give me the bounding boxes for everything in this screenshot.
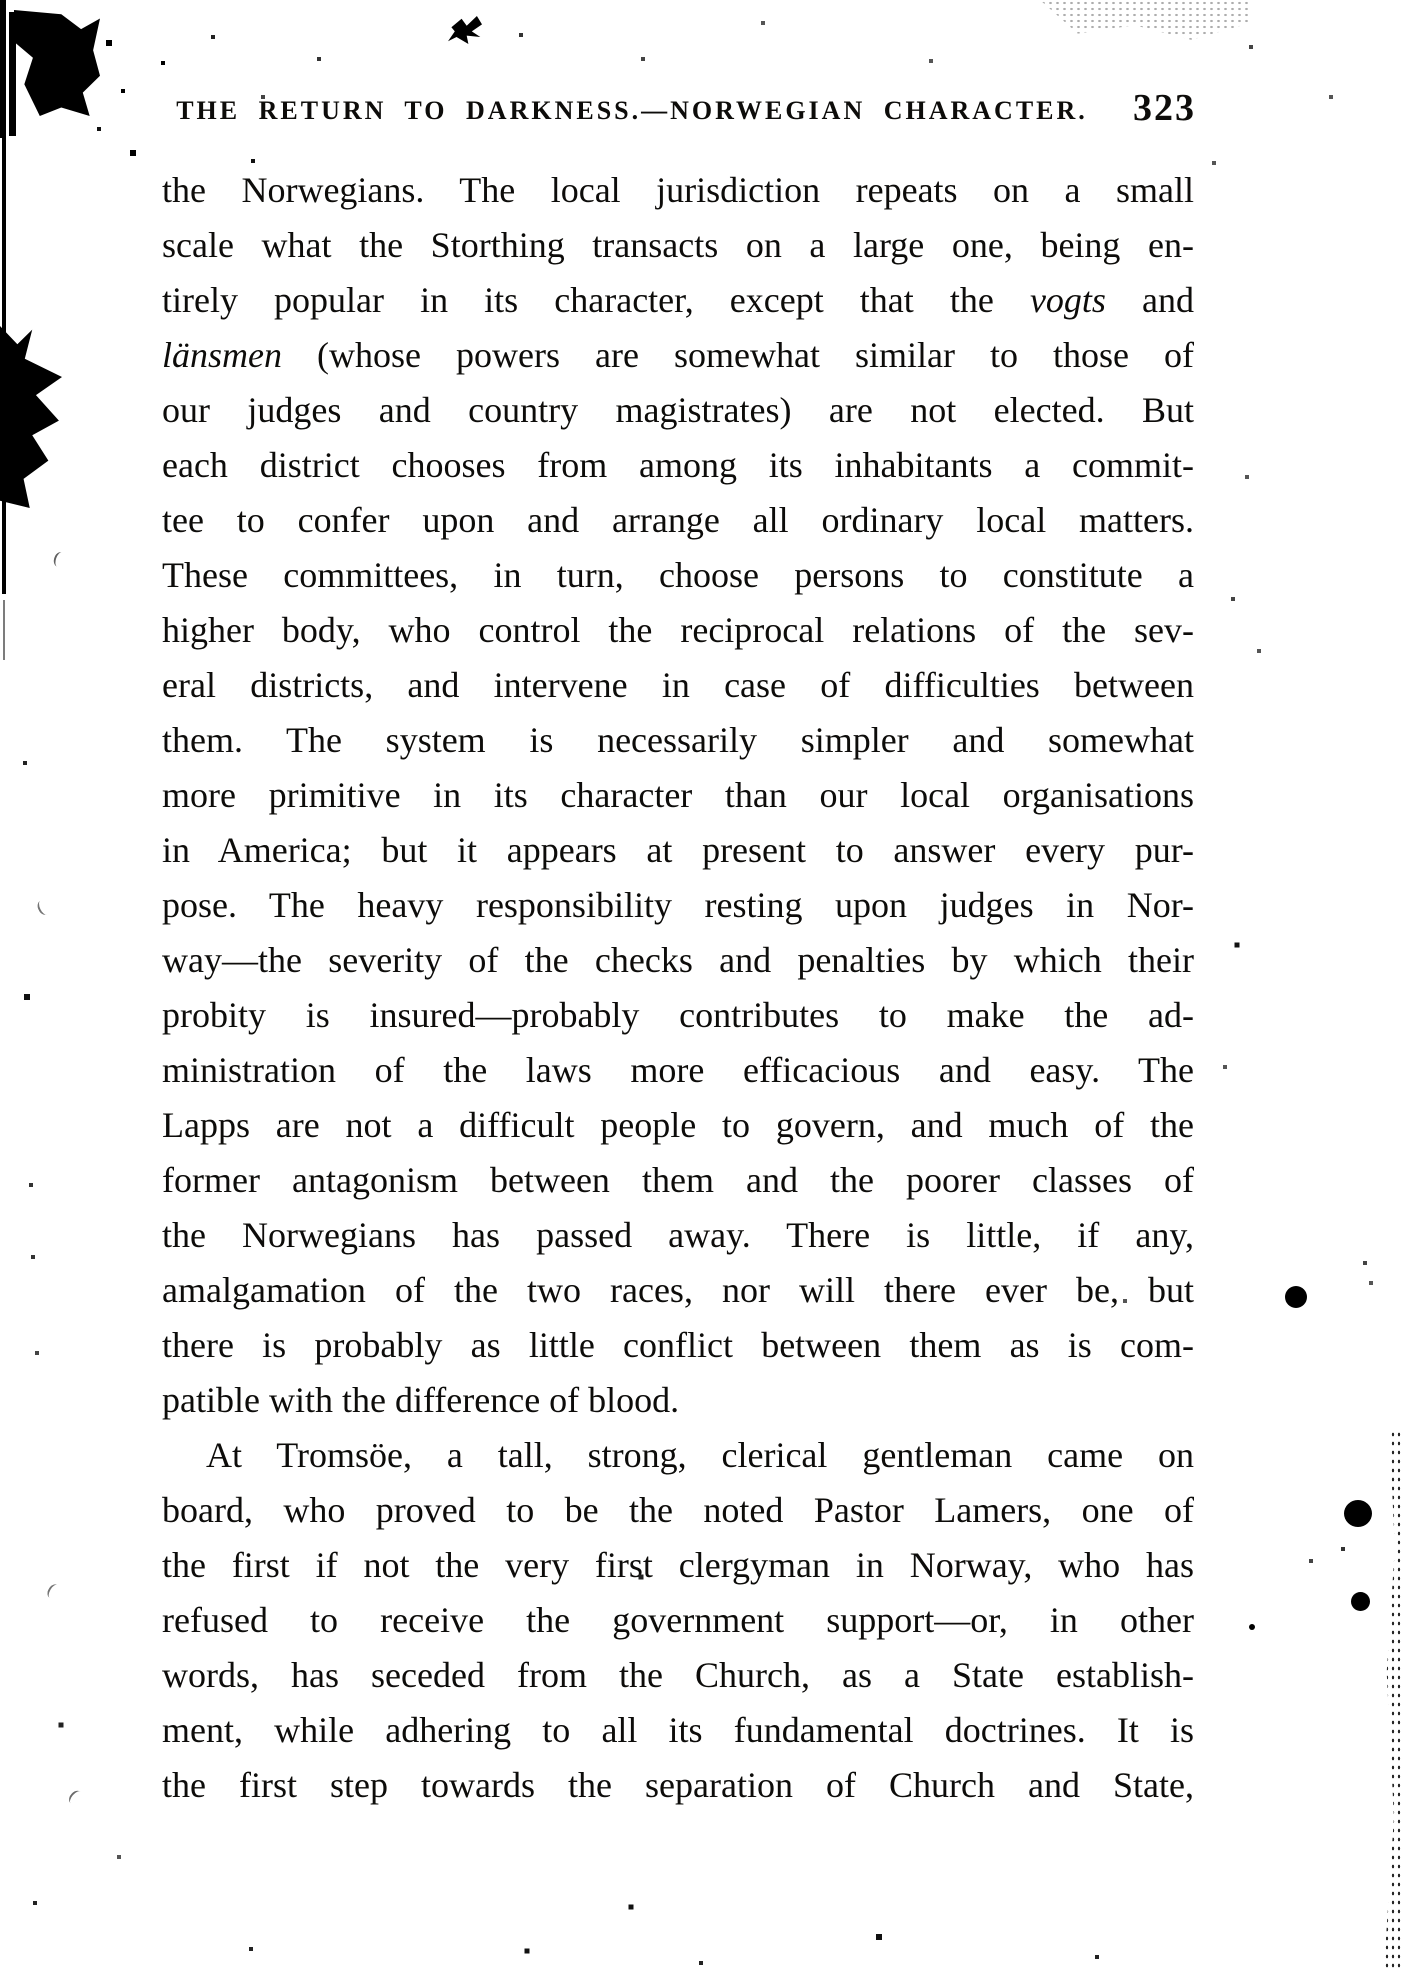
text-line (162, 1318, 1194, 1373)
text-segment: former antagonism between them and the poorer classes of (162, 1160, 1194, 1200)
ink-blot-artifact (0, 326, 62, 508)
text-line (162, 1648, 1194, 1703)
text-line (162, 383, 1194, 438)
page-text (162, 163, 1194, 1813)
text-segment: the first if not the very first clergyman in Norway, who has (162, 1545, 1194, 1585)
pencil-mark-artifact (66, 1788, 84, 1807)
text-segment: (whose powers are somewhat similar to those of (282, 335, 1194, 375)
binding-line-artifact (3, 600, 5, 660)
text-line (162, 878, 1194, 933)
text-segment: them. The system is necessarily simpler and somewhat (162, 720, 1194, 760)
text-line (162, 1428, 1194, 1483)
italic-text: länsmen (162, 335, 282, 375)
text-line (162, 658, 1194, 713)
ink-spot-artifact (1344, 1500, 1372, 1527)
text-line (162, 933, 1194, 988)
running-head-title: THE RETURN TO DARKNESS.—NORWEGIAN CHARACTER. (176, 96, 1088, 125)
ink-spot-artifact (1285, 1286, 1307, 1308)
text-line (162, 1758, 1194, 1813)
text-line (162, 1538, 1194, 1593)
text-segment: pose. The heavy responsibility resting upon judges in Nor- (162, 885, 1194, 925)
pencil-mark-artifact (45, 1582, 62, 1600)
text-line (162, 1098, 1194, 1153)
pencil-mark-artifact (35, 898, 51, 916)
text-segment: higher body, who control the reciprocal relations of the sev- (162, 610, 1194, 650)
scan-speckle-noise (0, 0, 2, 2)
scan-corner-noise (1040, 0, 1250, 42)
text-segment: At Tromsöe, a tall, strong, clerical gentleman came on (206, 1435, 1194, 1475)
text-line (162, 1043, 1194, 1098)
ink-spot-artifact (1351, 1592, 1370, 1611)
text-line (162, 1703, 1194, 1758)
text-segment: ministration of the laws more efficacious and easy. The (162, 1050, 1194, 1090)
text-line (162, 1263, 1194, 1318)
text-line (162, 493, 1194, 548)
ink-mark-artifact (448, 16, 482, 44)
binding-bar-artifact (0, 0, 6, 138)
text-line (162, 1373, 1194, 1428)
text-segment: eral districts, and intervene in case of difficulties between (162, 665, 1194, 705)
text-line (162, 273, 1194, 328)
text-line (162, 603, 1194, 658)
text-segment: These committees, in turn, choose persons to constitute a (162, 555, 1194, 595)
text-segment: Lapps are not a difficult people to govern, and much of the (162, 1105, 1194, 1145)
text-segment: board, who proved to be the noted Pastor Lamers, one of (162, 1490, 1194, 1530)
pencil-mark-artifact (52, 551, 67, 569)
text-segment: in America; but it appears at present to answer every pur- (162, 830, 1194, 870)
text-segment: patible with the difference of blood. (162, 1380, 680, 1420)
text-line (162, 163, 1194, 218)
scan-edge-noise (1384, 1430, 1402, 1968)
text-line (162, 1483, 1194, 1538)
page-number: 323 (1133, 87, 1196, 129)
text-segment: the first step towards the separation of Church and State, (162, 1765, 1194, 1805)
text-segment: the Norwegians has passed away. There is little, if any, (162, 1215, 1194, 1255)
text-segment: there is probably as little conflict between them as is com- (162, 1325, 1194, 1365)
ink-spot-artifact (1249, 1624, 1255, 1630)
text-segment: each district chooses from among its inhabitants a commit- (162, 445, 1194, 485)
text-segment: more primitive in its character than our local organisations (162, 775, 1194, 815)
text-line (162, 1208, 1194, 1263)
text-line (162, 988, 1194, 1043)
text-line (162, 768, 1194, 823)
text-line (162, 548, 1194, 603)
italic-text: vogts (1029, 280, 1106, 320)
text-line (162, 438, 1194, 493)
text-segment: probity is insured—probably contributes to make the ad- (162, 995, 1194, 1035)
text-segment: scale what the Storthing transacts on a large one, being en- (162, 225, 1194, 265)
text-segment: refused to receive the government support—or, in other (162, 1600, 1194, 1640)
text-line (162, 328, 1194, 383)
text-segment: and (1105, 280, 1194, 320)
text-segment: tee to confer upon and arrange all ordinary local matters. (162, 500, 1194, 540)
ink-blot-artifact (14, 10, 100, 116)
text-segment: the Norwegians. The local jurisdiction repeats on a small (162, 170, 1194, 210)
text-line (162, 218, 1194, 273)
text-line (162, 823, 1194, 878)
text-segment: ment, while adhering to all its fundamental doctrines. It is (162, 1710, 1194, 1750)
text-segment: our judges and country magistrates) are not elected. But (162, 390, 1194, 430)
text-segment: words, has seceded from the Church, as a State establish- (162, 1655, 1194, 1695)
text-line (162, 1153, 1194, 1208)
text-segment: amalgamation of the two races, nor will there ever be, but (162, 1270, 1194, 1310)
text-line (162, 1593, 1194, 1648)
text-segment: way—the severity of the checks and penalties by which their (162, 940, 1194, 980)
text-segment: tirely popular in its character, except that the (162, 280, 1030, 320)
text-line (162, 713, 1194, 768)
